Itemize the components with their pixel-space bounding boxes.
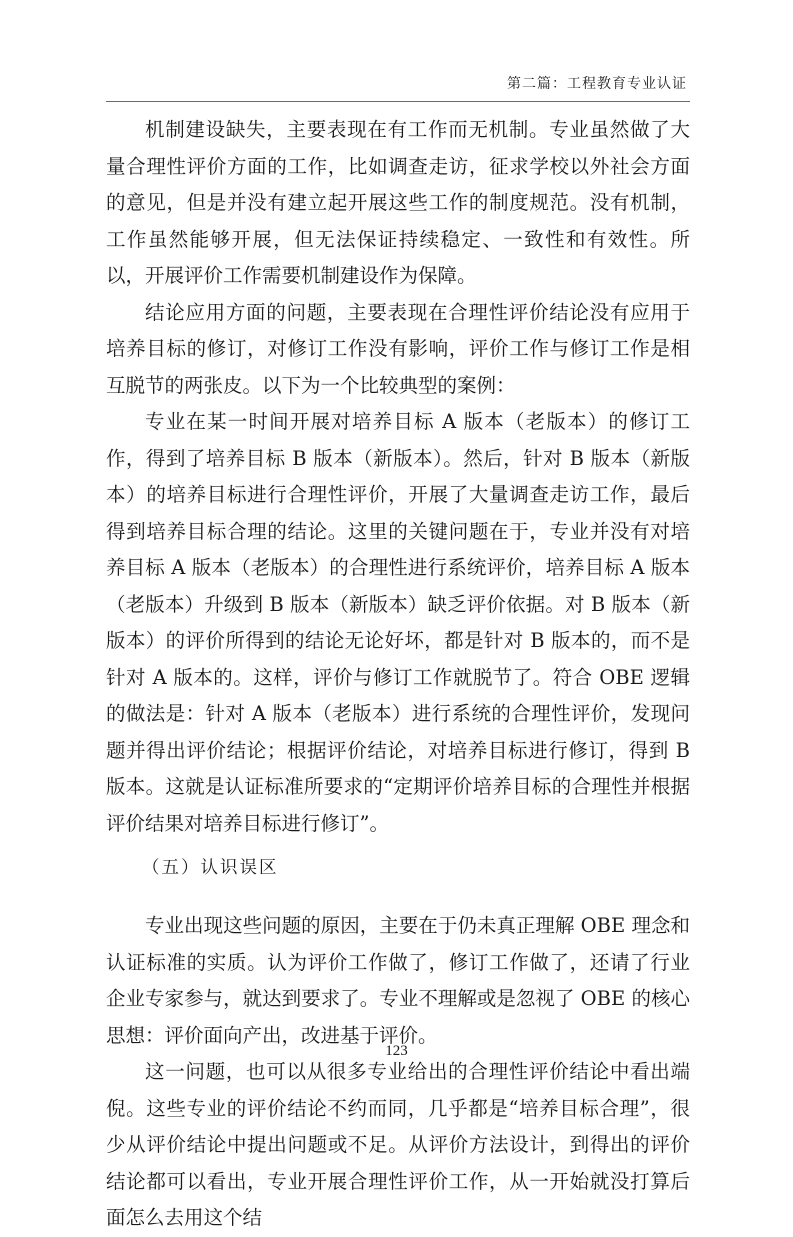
paragraph-mechanism: 机制建设缺失，主要表现在有工作而无机制。专业虽然做了大量合理性评价方面的工作，比如调查走访，征求学校以外社会方面的意见，但是并没有建立起开展这些工作的制度规范。没有机制，工作虽然能够开展，但无法保证持续稳定、一致性和有效性。所以，开展评价工作需要机制建设作为保障。 (106, 118, 690, 287)
paragraph-evidence: 这一问题，也可以从很多专业给出的合理性评价结论中看出端倪。这些专业的评价结论不约而同，几乎都是“培养目标合理”，很少从评价结论中提出问题或不足。从评价方法设计，到得出的评价结论都可以看出，专业开展合理性评价工作，从一开始就没打算后面怎么去用这个结 (106, 1060, 690, 1229)
section-heading: （五）认识误区 (142, 858, 279, 878)
header-rule (106, 101, 690, 102)
page-number: 123 (385, 1043, 408, 1059)
paragraph-case-example: 专业在某一时间开展对培养目标 A 版本（老版本）的修订工作，得到了培养目标 B 版本（新版本）。然后，针对 B 版本（新版本）的培养目标进行合理性评价，开展了大量调查走访工作，最后得到培养目标合理的结论。这里的关键问题在于，专业并没有对培养目标 A 版本（老版本）的合理性进行系统评价，培养目标 A 版本（老版本）升级到 B 版本（新版本）缺乏评价依据。对 B 版本（新版本）的评价所得到的结论无论好坏，都是针对 B 版本的，而不是针对 A 版本的。这样，评价与修订工作就脱节了。符合 OBE 逻辑的做法是：针对 A 版本（老版本）进行系统的合理性评价，发现问题并得出评价结论；根据评价结论，对培养目标进行修订，得到 B 版本。这就是认证标准所要求的“定期评价培养目标的合理性并根据评价结果对培养目标进行修订”。 (106, 410, 690, 835)
paragraph-cause: 专业出现这些问题的原因，主要在于仍未真正理解 OBE 理念和认证标准的实质。认为评价工作做了，修订工作做了，还请了行业企业专家参与，就达到要求了。专业不理解或是忽视了 OBE 的核心思想：评价面向产出，改进基于评价。 (106, 914, 690, 1047)
running-header: 第二篇：工程教育专业认证 (507, 76, 687, 92)
paragraph-conclusion-application: 结论应用方面的问题，主要表现在合理性评价结论没有应用于培养目标的修订，对修订工作没有影响，评价工作与修订工作是相互脱节的两张皮。以下为一个比较典型的案例： (106, 300, 690, 397)
page-body (106, 112, 690, 1237)
